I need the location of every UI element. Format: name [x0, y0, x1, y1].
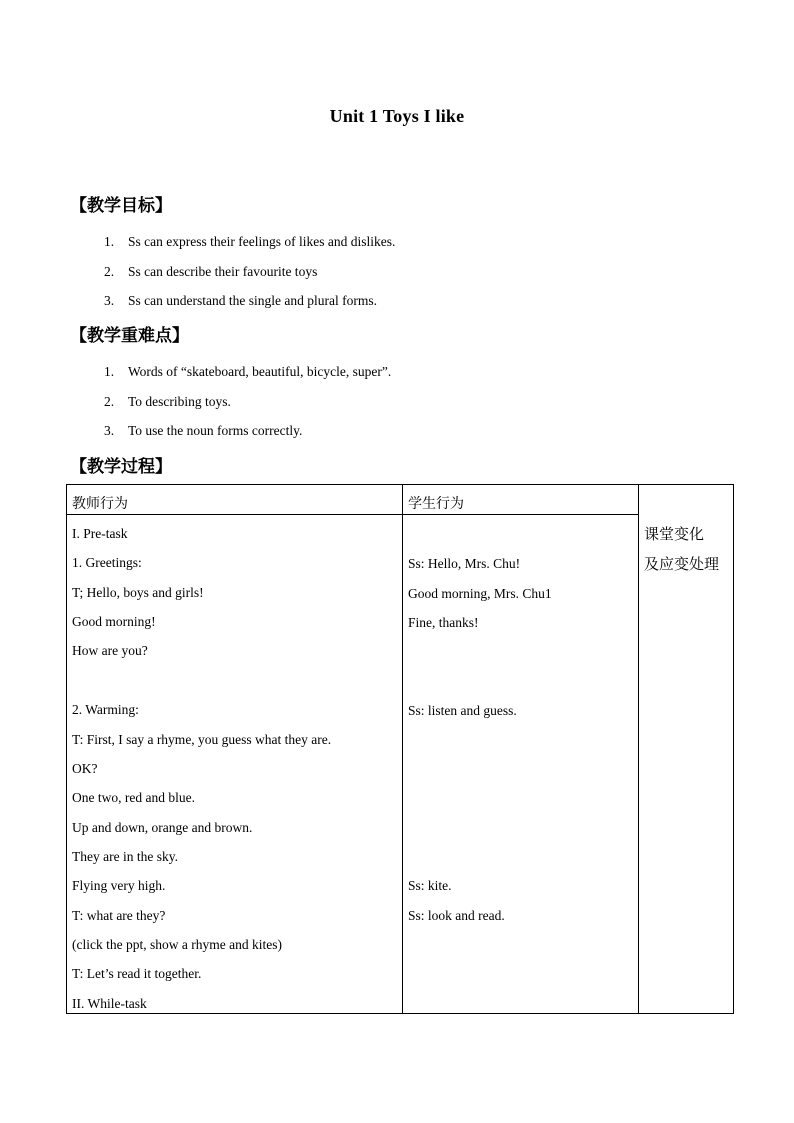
objectives-list [104, 232, 395, 321]
item-number: 2. [104, 393, 115, 409]
column-divider [402, 485, 403, 1013]
list-item [104, 291, 395, 321]
teacher-line: T; Hello, boys and girls! [72, 585, 204, 600]
teacher-line: 2. Warming: [72, 702, 139, 717]
list-item [104, 392, 391, 422]
item-text: Ss can express their feelings of likes and dislikes. [128, 234, 396, 249]
teacher-line: How are you? [72, 643, 148, 658]
teacher-line: Good morning! [72, 614, 156, 629]
document-title: Unit 1 Toys I like [329, 106, 465, 126]
item-text: Ss can describe their favourite toys [128, 263, 318, 279]
item-text: Words of “skateboard, beautiful, bicycle, super”. [128, 364, 392, 379]
item-number: 1. [104, 364, 115, 379]
teacher-line: Up and down, orange and brown. [72, 820, 253, 835]
teacher-line: One two, red and blue. [72, 790, 195, 805]
student-line: Ss: kite. [408, 878, 452, 893]
process-heading: 【教学过程】 [70, 457, 172, 477]
objectives-heading: 【教学目标】 [70, 196, 172, 216]
teacher-line: Flying very high. [72, 878, 166, 893]
key-points-heading: 【教学重难点】 [70, 326, 189, 346]
list-item [104, 421, 391, 451]
item-text: To use the noun forms correctly. [128, 423, 303, 438]
column-divider [638, 485, 639, 1013]
teacher-line: They are in the sky. [72, 849, 178, 864]
key-points-list [104, 362, 391, 451]
list-item [104, 362, 391, 392]
item-number: 1. [104, 234, 115, 249]
teacher-line: T: Let’s read it together. [72, 966, 202, 981]
student-line: Good morning, Mrs. Chu1 [408, 586, 552, 601]
header-divider [67, 514, 638, 515]
teacher-line: II. While-task [72, 996, 147, 1011]
item-number: 2. [104, 263, 115, 279]
student-line: Fine, thanks! [408, 615, 479, 630]
item-text: To describing toys. [128, 393, 231, 409]
list-item [104, 262, 395, 292]
list-item [104, 232, 395, 262]
note-line: 及应变处理 [644, 555, 720, 573]
teacher-line: (click the ppt, show a rhyme and kites) [72, 937, 282, 952]
teacher-column-header: 教师行为 [72, 496, 128, 512]
student-line: Ss: Hello, Mrs. Chu! [408, 556, 521, 571]
teacher-line: T: First, I say a rhyme, you guess what they are. [72, 732, 332, 747]
teacher-line: I. Pre-task [72, 526, 128, 541]
teacher-line: OK? [72, 761, 98, 776]
note-line: 课堂变化 [644, 525, 705, 543]
student-line: Ss: look and read. [408, 908, 505, 923]
item-number: 3. [104, 423, 115, 438]
item-number: 3. [104, 293, 115, 308]
teacher-line: 1. Greetings: [72, 555, 142, 570]
item-text: Ss can understand the single and plural forms. [128, 293, 377, 308]
student-column-header: 学生行为 [408, 496, 464, 512]
student-line: Ss: listen and guess. [408, 703, 517, 718]
process-table [66, 484, 734, 1014]
teacher-line: T: what are they? [72, 908, 166, 923]
